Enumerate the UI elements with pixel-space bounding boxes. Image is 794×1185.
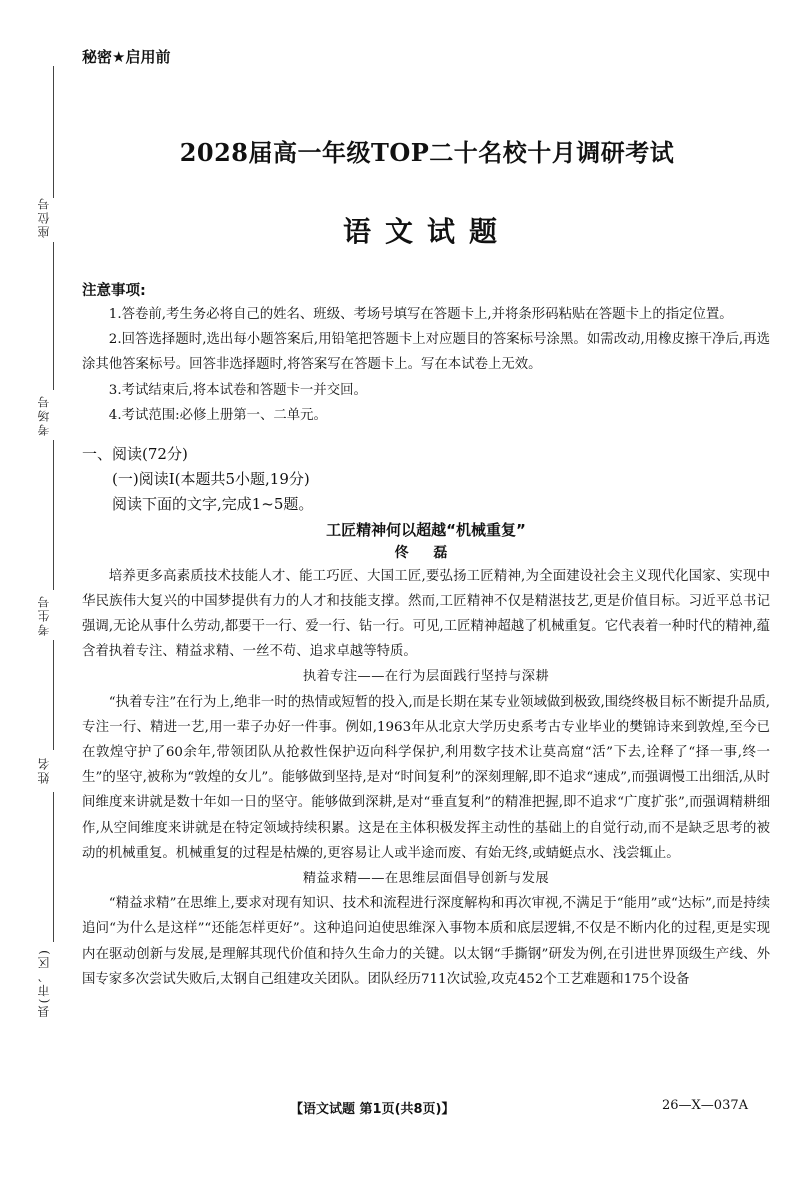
subject-title: 语文试题 bbox=[342, 215, 511, 248]
name-label: 姓名 bbox=[37, 756, 51, 784]
page-footer: 【语文试题 第1页(共8页)】 bbox=[290, 1102, 455, 1117]
seat-number-label: 座位号 bbox=[37, 196, 51, 238]
article-paragraph: “执着专注”在行为上,绝非一时的热情或短暂的投入,而是长期在某专业领域做到极致,围绕终极目标不断提升品质,专注一行、精进一艺,用一辈子办好一件事。例如,1963年从北京大学历史系考古专业毕业的樊锦诗来到敦煌,至今已在敦煌守护了60余年,带领团队从抢救性保护迈向科学保护,利用数字技术让莫高窟“活”下去,诠释了“择一事,终一生”的坚守,被称为“敦煌的女儿”。能够做到坚持,是对“时间复利”的深刻理解,即不追求“速成”,而强调慢工出细活,从时间维度来讲就是数十年如一日的坚守。能够做到深耕,是对“垂直复利”的精准把握,即不追求“广度扩张”,而强调精耕细作,从空间维度来讲就是在特定领域持续积累。这是在主体积极发挥主动性的基础上的自觉行动,而不是缺乏思考的被动的机械重复。机械重复的过程是枯燥的,更容易让人或半途而废、有始无终,或蜻蜓点水、浅尝辄止。 bbox=[82, 694, 770, 861]
confidential-label: 秘密★启用前 bbox=[82, 48, 171, 66]
exam-title: 2028届高一年级TOP二十名校十月调研考试 bbox=[179, 138, 675, 167]
notice-item: 1.答卷前,考生务必将自己的姓名、班级、考场号填写在答题卡上,并将条形码粘贴在答题卡上的指定位置。 bbox=[108, 307, 733, 322]
exam-room-label: 考场号 bbox=[37, 394, 51, 436]
notice-heading: 注意事项: bbox=[82, 283, 146, 299]
article-author: 佟 磊 bbox=[394, 544, 458, 561]
margin-divider-line bbox=[53, 792, 54, 942]
notice-item: 4.考试范围:必修上册第一、二单元。 bbox=[108, 407, 327, 423]
margin-divider-line bbox=[53, 66, 54, 198]
notice-item: 2.回答选择题时,选出每小题答案后,用铅笔把答题卡上对应题目的答案标号涂黑。如需改动,用橡皮擦干净后,再选涂其他答案标号。回答非选择题时,将答案写在答题卡上。写在本试卷上无效。 bbox=[82, 332, 770, 373]
reading-instruction: 阅读下面的文字,完成1~5题。 bbox=[112, 495, 314, 514]
article-subheading: 精益求精——在思维层面倡导创新与发展 bbox=[302, 871, 550, 887]
margin-divider-line bbox=[53, 440, 54, 590]
margin-divider-line bbox=[53, 640, 54, 750]
article-paragraph: “精益求精”在思维上,要求对现有知识、技术和流程进行深度解构和再次审视,不满足于“能用”或“达标”,而是持续追问“为什么是这样”“还能怎样更好”。这种追问迫使思维深入事物本质和底层逻辑,不仅是不断内化的过程,更是实现内在驱动创新与发展,是理解其现代价值和持久生命力的关键。以太钢“手撕钢”研发为例,在引进世界顶级生产线、外国专家多次尝试失败后,太钢自己组建攻关团队。团队经历711次试验,攻克452个工艺难题和175个设备 bbox=[82, 896, 770, 987]
subsection-heading: (一)阅读Ⅰ(本题共5小题,19分) bbox=[112, 470, 310, 489]
article-title: 工匠精神何以超越“机械重复” bbox=[326, 520, 526, 539]
candidate-number-label: 考生号 bbox=[37, 594, 51, 636]
article-paragraph: 培养更多高素质技术技能人才、能工巧匠、大国工匠,要弘扬工匠精神,为全面建设社会主义现代化国家、实现中华民族伟大复兴的中国梦提供有力的人才和技能支撑。然而,工匠精神不仅是精湛技艺,更是价值目标。习近平总书记强调,无论从事什么劳动,都要干一行、爱一行、钻一行。可见,工匠精神超越了机械重复。它代表着一种时代的精神,蕴含着执着专注、精益求精、一丝不苟、追求卓越等特质。 bbox=[82, 568, 770, 660]
notice-item: 3.考试结束后,将本试卷和答题卡一并交回。 bbox=[108, 382, 367, 398]
margin-divider-line bbox=[53, 242, 54, 390]
section-heading: 一、阅读(72分) bbox=[82, 445, 188, 464]
exam-content bbox=[82, 280, 770, 992]
paper-code: 26—X—037A bbox=[662, 1098, 748, 1113]
article-subheading: 执着专注——在行为层面践行坚持与深耕 bbox=[302, 669, 550, 685]
county-label: 县(市、区) bbox=[37, 948, 51, 1018]
